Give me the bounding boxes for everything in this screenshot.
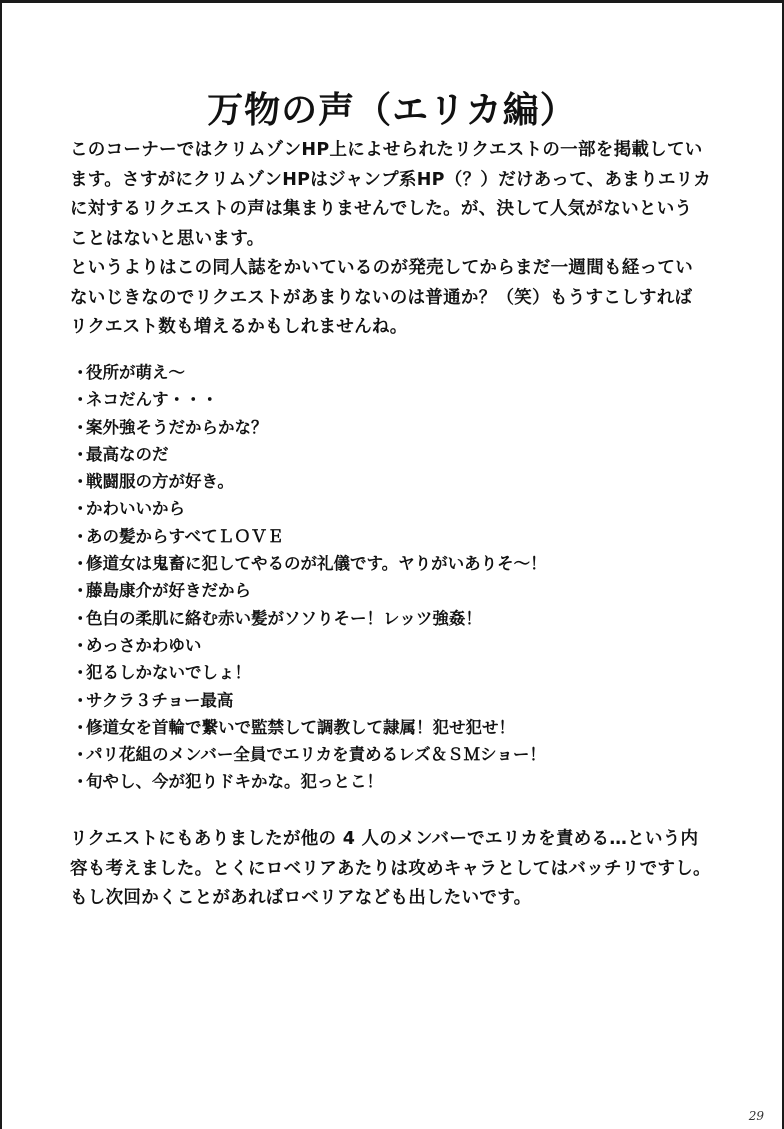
outro-line: リクエストにもありましたが他の 4 人のメンバーでエリカを責める…という内	[70, 829, 699, 849]
request-text: 旬やし、今が犯りドキかな。犯っとこ！	[86, 772, 383, 792]
list-item	[72, 659, 732, 686]
bullet-mark: ・	[72, 417, 89, 437]
bullet-mark: ・	[72, 363, 89, 382]
list-item	[72, 468, 732, 495]
request-text: 修道女は鬼畜に犯してやるのが礼儀です。ヤりがいありそ～！	[86, 554, 547, 574]
request-text: 藤島康介が好きだから	[86, 581, 251, 601]
bullet-mark: ・	[72, 526, 89, 546]
list-item	[72, 495, 732, 522]
list-item	[72, 386, 732, 413]
bullet-mark: ・	[72, 663, 89, 683]
bullet-mark: ・	[72, 554, 89, 574]
intro-line: ないじきなのでリクエストがあまりないのは普通か？（笑）もうすこしすれば	[70, 287, 693, 308]
bullet-mark: ・	[72, 444, 89, 464]
request-text: かわいいから	[86, 499, 185, 519]
request-text: 色白の柔肌に絡む赤い髪がソソりそー！レッツ強姦！	[86, 608, 482, 628]
list-item	[72, 414, 732, 441]
page-title: 万物の声（エリカ編）	[207, 90, 577, 132]
request-text: 戦闘服の方が好き。	[86, 472, 234, 492]
request-text: サクラ３チョー最高	[86, 690, 234, 710]
request-text: 最高なのだ	[86, 444, 169, 464]
bullet-mark: ・	[72, 608, 89, 628]
bullet-mark: ・	[72, 472, 89, 492]
request-text: 役所が萌え～	[86, 363, 185, 382]
bullet-mark: ・	[72, 690, 89, 710]
list-item	[72, 550, 732, 577]
request-text: めっさかわゆい	[86, 635, 202, 655]
closing-paragraph	[70, 825, 730, 914]
list-item	[72, 577, 732, 604]
bullet-mark: ・	[72, 390, 89, 410]
request-text: 修道女を首輪で繋いで監禁して調教して隷属！犯せ犯せ！	[86, 717, 515, 737]
outro-line: 容も考えました。とくにロベリアあたりは攻めキャラとしてはバッチリですし。	[70, 858, 711, 879]
list-item	[72, 768, 732, 795]
intro-line: ことはないと思います。	[70, 228, 265, 249]
request-text: あの髪からすべてＬＯＶＥ	[86, 526, 284, 546]
request-list	[72, 359, 732, 796]
outro-line: もし次回かくことがあればロベリアなども出したいです。	[70, 888, 532, 908]
intro-line: このコーナーではクリムゾンHP上によせられたリクエストの一部を掲載してい	[70, 140, 703, 160]
list-item	[72, 441, 732, 468]
intro-paragraph	[70, 136, 730, 343]
intro-line: ます。さすがにクリムゾンHPはジャンプ系HP（？）だけあって、あまりエリカ	[70, 169, 712, 190]
list-item	[72, 359, 732, 386]
bullet-mark: ・	[72, 635, 89, 655]
page-number: 29	[748, 1109, 764, 1123]
request-text: 犯るしかないでしょ！	[86, 663, 251, 683]
list-item	[72, 687, 732, 714]
bullet-mark: ・	[72, 717, 89, 737]
list-item	[72, 714, 732, 741]
list-item	[72, 523, 732, 550]
intro-line: に対するリクエストの声は集まりませんでした。が、決して人気がないという	[70, 199, 693, 219]
request-text: 案外強そうだからかな？	[86, 417, 268, 437]
intro-line: というよりはこの同人誌をかいているのが発売してからまだ一週間も経ってい	[70, 258, 693, 278]
bullet-mark: ・	[72, 581, 89, 601]
list-item	[72, 741, 732, 768]
request-text: ネコだんす・・・	[86, 390, 218, 410]
request-text: パリ花組のメンバー全員でエリカを責めるレズ＆ＳＭショー！	[86, 745, 546, 765]
list-item	[72, 605, 732, 632]
bullet-mark: ・	[72, 772, 89, 792]
bullet-mark: ・	[72, 499, 89, 519]
intro-line: リクエスト数も増えるかもしれませんね。	[70, 317, 408, 337]
bullet-mark: ・	[72, 745, 89, 765]
list-item	[72, 632, 732, 659]
